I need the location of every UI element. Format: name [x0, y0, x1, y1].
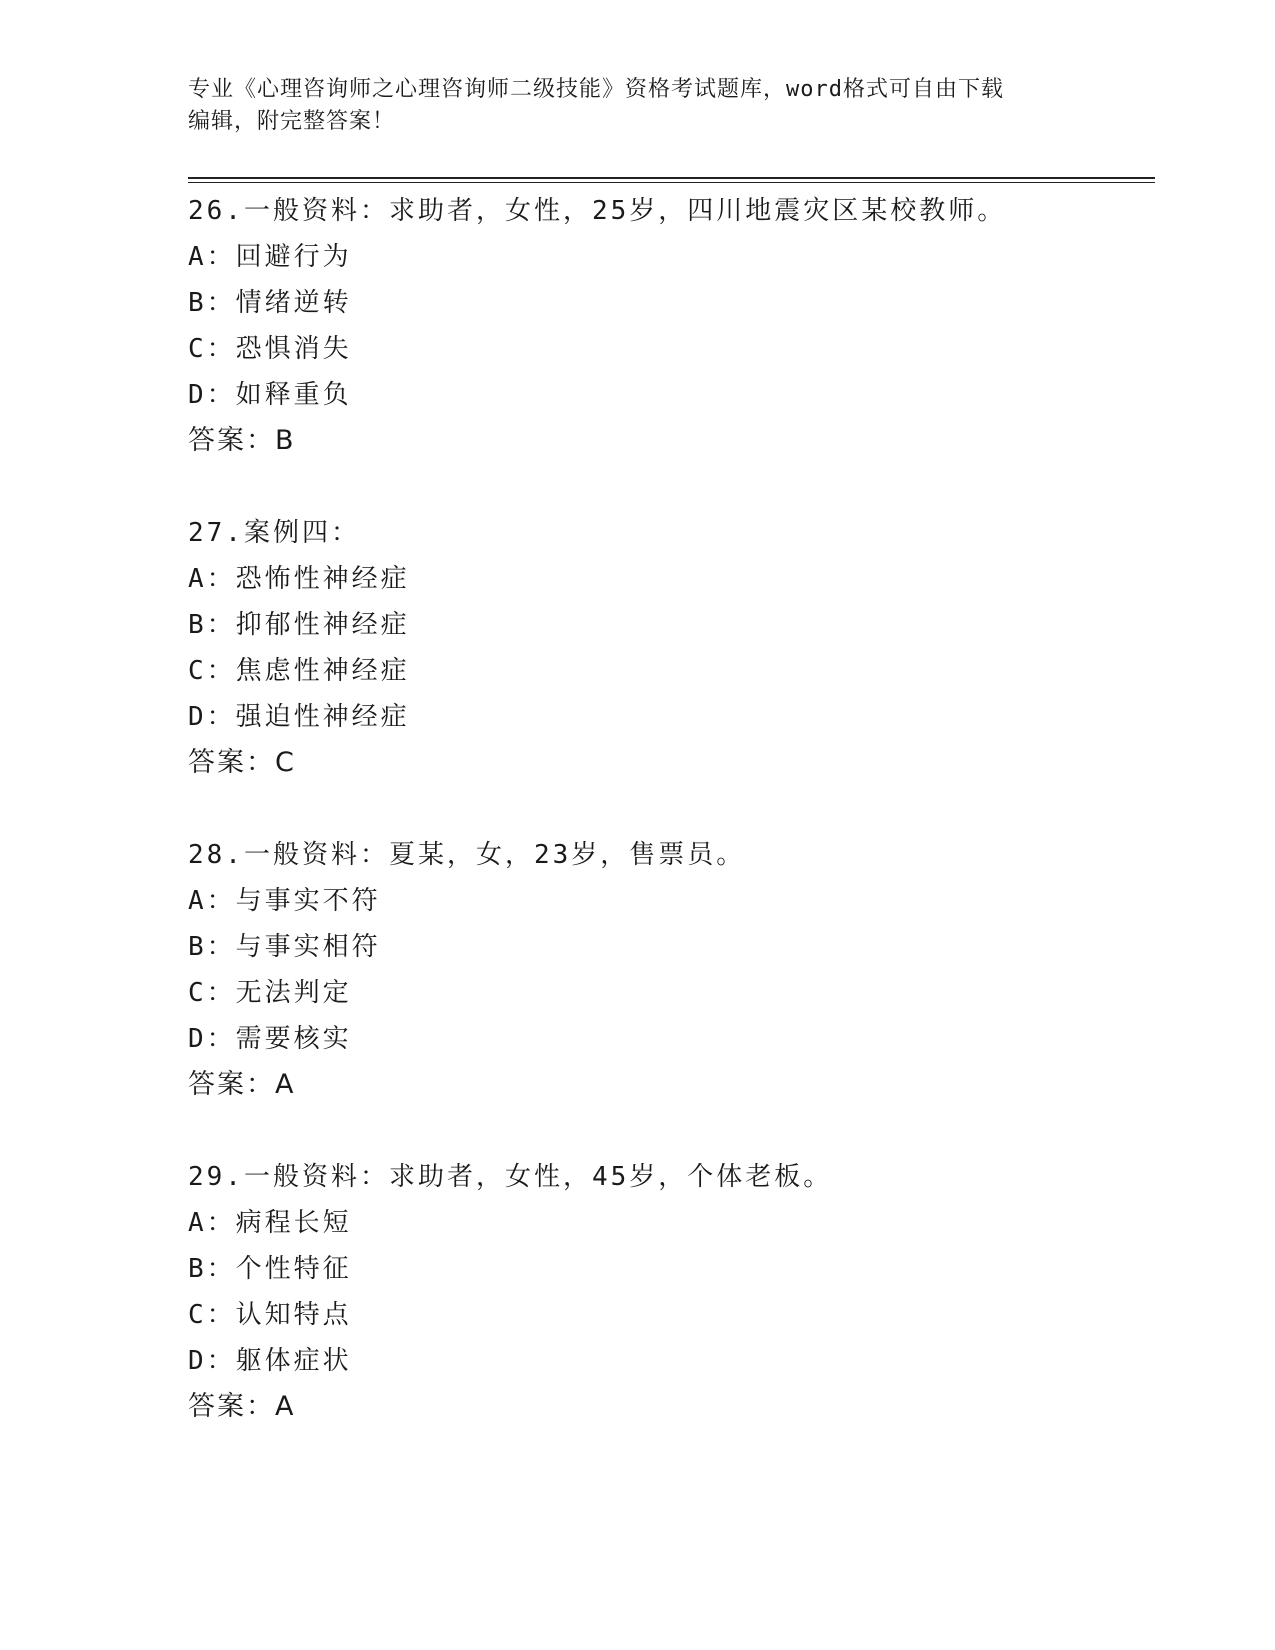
answer: 答案：B	[188, 425, 296, 456]
question-stem: 29.一般资料：求助者，女性，45岁，个体老板。	[188, 1162, 833, 1192]
option-d: D：如释重负	[188, 380, 352, 410]
option-b: B：抑郁性神经症	[188, 610, 410, 640]
question-list	[188, 188, 1148, 1476]
header-divider-top	[188, 177, 1155, 179]
question-27	[188, 510, 1148, 786]
question-stem: 27.案例四：	[188, 518, 360, 548]
option-a: A：恐怖性神经症	[188, 564, 410, 594]
header-line-1: 专业《心理咨询师之心理咨询师二级技能》资格考试题库，word格式可自由下载	[188, 77, 1004, 102]
question-28	[188, 832, 1148, 1108]
option-b: B：个性特征	[188, 1254, 352, 1284]
answer: 答案：C	[188, 747, 296, 778]
header-line-2: 编辑，附完整答案！	[188, 109, 396, 134]
option-c: C：无法判定	[188, 978, 352, 1008]
option-c: C：恐惧消失	[188, 334, 352, 364]
document-header	[188, 74, 1088, 138]
option-c: C：焦虑性神经症	[188, 656, 410, 686]
option-b: B：情绪逆转	[188, 288, 352, 318]
question-stem: 26.一般资料：求助者，女性，25岁，四川地震灾区某校教师。	[188, 196, 1007, 226]
option-d: D：强迫性神经症	[188, 702, 410, 732]
answer: 答案：A	[188, 1069, 296, 1100]
option-d: D：躯体症状	[188, 1346, 352, 1376]
option-d: D：需要核实	[188, 1024, 352, 1054]
question-stem: 28.一般资料：夏某，女，23岁，售票员。	[188, 840, 746, 870]
question-26	[188, 188, 1148, 464]
option-a: A：与事实不符	[188, 886, 381, 916]
question-29	[188, 1154, 1148, 1430]
option-b: B：与事实相符	[188, 932, 381, 962]
option-a: A：回避行为	[188, 242, 352, 272]
header-divider-bottom	[188, 182, 1155, 183]
option-a: A：病程长短	[188, 1208, 352, 1238]
answer: 答案：A	[188, 1391, 296, 1422]
option-c: C：认知特点	[188, 1300, 352, 1330]
